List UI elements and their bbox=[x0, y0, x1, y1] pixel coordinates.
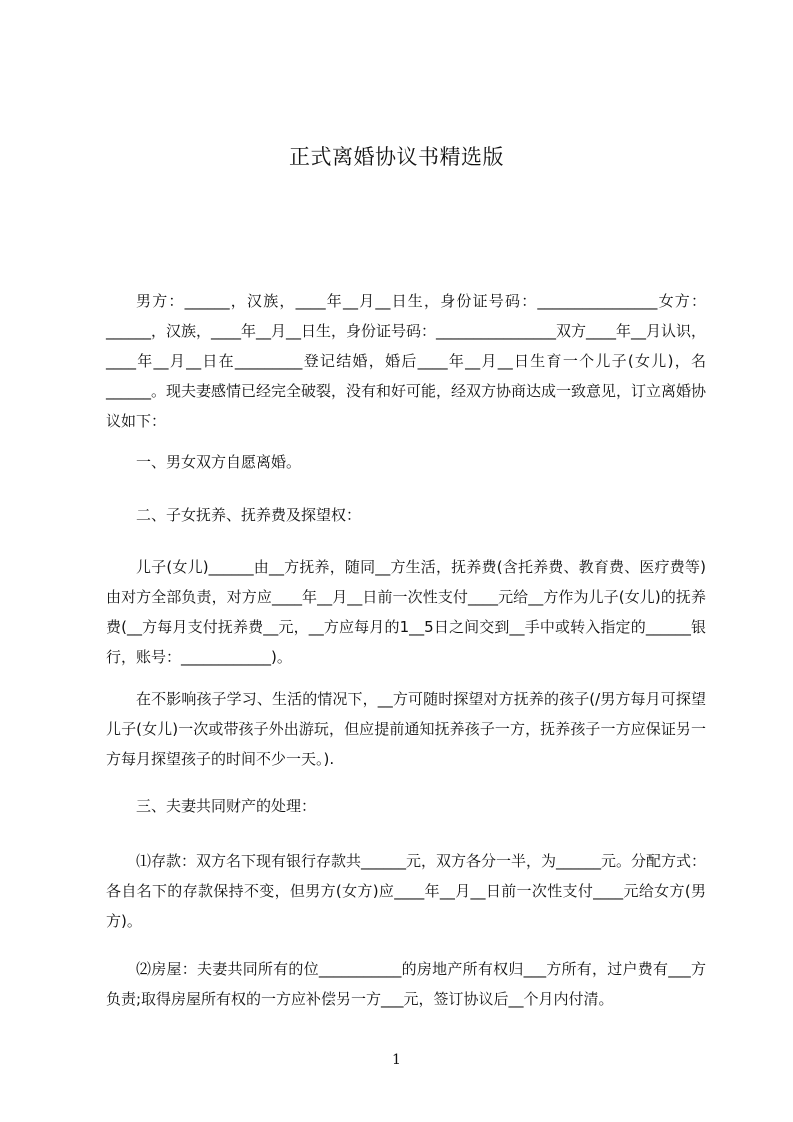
section-heading-1 bbox=[106, 447, 706, 477]
section-heading-3 bbox=[106, 791, 706, 821]
heading-joint-property: 三、夫妻共同财产的处理： bbox=[136, 797, 317, 815]
intro-paragraph bbox=[106, 286, 706, 436]
heading-child-custody: 二、子女抚养、抚养费及探望权： bbox=[136, 506, 362, 524]
paragraph-deposits: ⑴存款：双方名下现有银行存款共______元，双方各分一半，为______元。分配方式：各自名下的存款保持不变，但男方(女方)应____年__月__日前一次性支付____元给女方(男方)。 bbox=[106, 852, 707, 930]
custody-paragraph bbox=[106, 552, 706, 672]
document-title: 正式离婚协议书精选版 bbox=[289, 145, 504, 169]
heading-voluntary-divorce: 一、男女双方自愿离婚。 bbox=[136, 453, 302, 471]
paragraph-visitation: 在不影响孩子学习、生活的情况下，__方可随时探望对方抚养的孩子(/男方每月可探望儿子(女儿)一次或带孩子外出游玩，但应提前通知抚养孩子一方，抚养孩子一方应保证另一方每月探望孩子的时间不少一天。). bbox=[106, 690, 706, 768]
page-number: 1 bbox=[392, 1052, 401, 1068]
section-heading-2 bbox=[106, 500, 706, 530]
house-paragraph bbox=[106, 954, 706, 1014]
deposit-paragraph bbox=[106, 846, 706, 936]
paragraph-child-support: 儿子(女儿)______由__方抚养，随同__方生活，抚养费(含托养费、教育费、医疗费等)由对方全部负责，对方应____年__月__日前一次性支付____元给__方作为儿子(女儿)的抚养费(__方每月支付抚养费__元，__方应每月的1__5日之间交到__手中或转入指定的______银行，账号：____________)。 bbox=[106, 558, 706, 666]
paragraph-parties: 男方：______，汉族，____年__月__日生，身份证号码：________________女方：______，汉族，____年__月__日生，身份证号码：________________双方____年__月认识，____年__月__日在_________登记结婚，婚后____年__月__日生育一个儿子(女儿)，名______。现夫妻感情已经完全破裂，没有和好可能，经双方协商达成一致意见，订立离婚协议如下： bbox=[106, 292, 707, 430]
visitation-paragraph bbox=[106, 684, 706, 774]
paragraph-house: ⑵房屋：夫妻共同所有的位___________的房地产所有权归___方所有，过户费有___方负责;取得房屋所有权的一方应补偿另一方___元，签订协议后__个月内付清。 bbox=[106, 960, 706, 1008]
